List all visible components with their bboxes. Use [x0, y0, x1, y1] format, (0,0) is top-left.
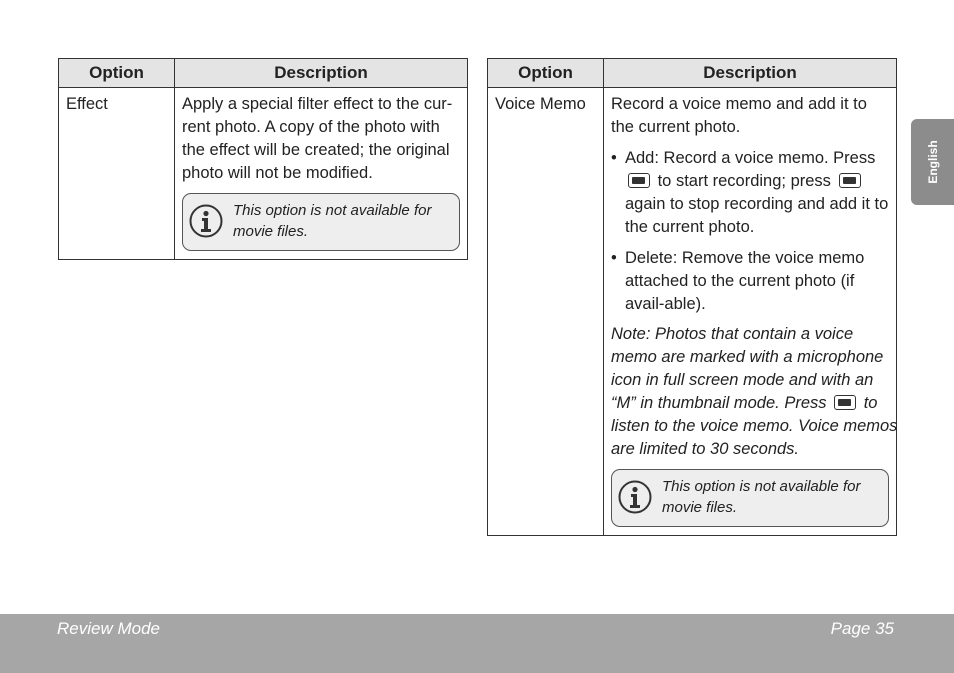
option-cell: Effect	[59, 88, 175, 260]
option-cell: Voice Memo	[488, 88, 604, 536]
table-row	[59, 88, 468, 260]
info-box	[611, 469, 889, 527]
info-icon	[189, 204, 223, 238]
voice-memo-option-table	[487, 58, 897, 536]
bullet-delete: • Delete: Remove the voice memo attached to the current photo (if avail-able).	[611, 247, 889, 316]
option-header: Option	[488, 59, 604, 88]
language-tab	[911, 119, 954, 205]
page-number: Page 35	[830, 619, 894, 638]
bullet-add-text-1: Add: Record a voice memo. Press	[625, 149, 876, 167]
info-box	[182, 193, 460, 251]
camera-play-icon	[628, 173, 650, 188]
bullet-delete-text: Delete: Remove the voice memo attached to the current photo (if avail-able).	[625, 249, 865, 313]
note-text: Note: Photos that contain a voice memo are marked with a microphone icon in full screen mode and with an “M” in thumbnail mode. Press to listen to the voice memo. Voice memos are limited to 30 seconds.	[611, 325, 898, 458]
description-header: Description	[175, 59, 468, 88]
page-footer	[0, 614, 954, 673]
bullet-add-text-2: to start recording; press	[657, 172, 831, 190]
info-icon	[618, 480, 652, 514]
table-row	[488, 88, 897, 536]
description-cell	[175, 88, 468, 260]
description-text: Record a voice memo and add it to the current photo.	[611, 95, 867, 136]
info-text: This option is not available for movie files.	[233, 202, 432, 240]
bullet-add: • Add: Record a voice memo. Press to start recording; press again to stop recording and add it to the current photo.	[611, 149, 889, 236]
description-cell	[604, 88, 897, 536]
camera-play-icon	[839, 173, 861, 188]
option-header: Option	[59, 59, 175, 88]
info-text: This option is not available for movie files.	[662, 478, 861, 516]
description-header: Description	[604, 59, 897, 88]
camera-play-icon	[834, 395, 856, 410]
language-label: English	[925, 140, 940, 184]
section-title: Review Mode	[57, 619, 160, 638]
bullet-add-text-3: again to stop recording and add it to the current photo.	[625, 195, 889, 236]
effect-option-table	[58, 58, 468, 260]
description-text: Apply a special filter effect to the cur-rent photo. A copy of the photo with the effect will be created; the original photo will not be modified.	[182, 95, 453, 182]
